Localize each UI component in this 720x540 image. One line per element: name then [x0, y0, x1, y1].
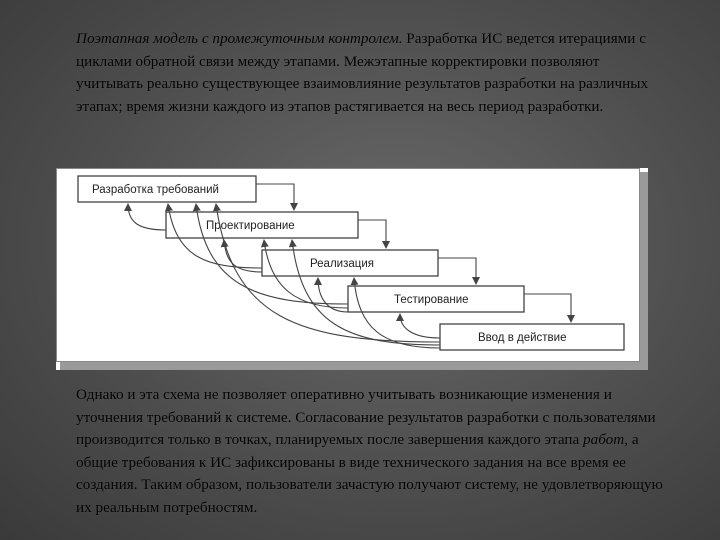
stage-label-testing: Тестирование	[394, 294, 469, 306]
intro-paragraph	[76, 28, 666, 118]
stage-box-testing	[348, 286, 524, 312]
stage-box-design	[166, 212, 358, 238]
stage-label-design: Проектирование	[206, 220, 295, 232]
conclusion-text-start: Однако и эта схема не позволяет оперативно учитывать возникающие изменения и уточнения требований к системе. Согласование результатов разработки с пользователями производится только в точках, планируемых после завершения каждого этапа	[76, 386, 656, 448]
conclusion-paragraph	[76, 384, 666, 519]
stage-label-deployment: Ввод в действие	[478, 332, 567, 344]
intro-text: Разработка ИС ведется итерациями с циклами обратной связи между этапами. Межэтапные корректировки позволяют учитывать реально существующее взаимовлияние результатов разработки на различных этапах; время жизни каждого из этапов растягивается на весь период разработки.	[76, 30, 649, 115]
stage-label-implementation: Реализация	[310, 258, 374, 270]
stage-box-deployment	[440, 324, 624, 350]
section-heading: Поэтапная модель с промежуточным контролем.	[76, 30, 403, 47]
staged-model-diagram	[56, 168, 648, 370]
stage-box-implementation	[262, 250, 438, 276]
stage-label-requirements: Разработка требований	[92, 184, 219, 196]
conclusion-text-end: , а общие требования к ИС зафиксированы в виде технического задания на все время ее создания. Таким образом, пользователи зачастую получают систему, не удовлетворяющую их реальным потребностям.	[76, 431, 663, 516]
stage-box-requirements	[78, 176, 256, 202]
italic-word: работ	[583, 431, 625, 448]
